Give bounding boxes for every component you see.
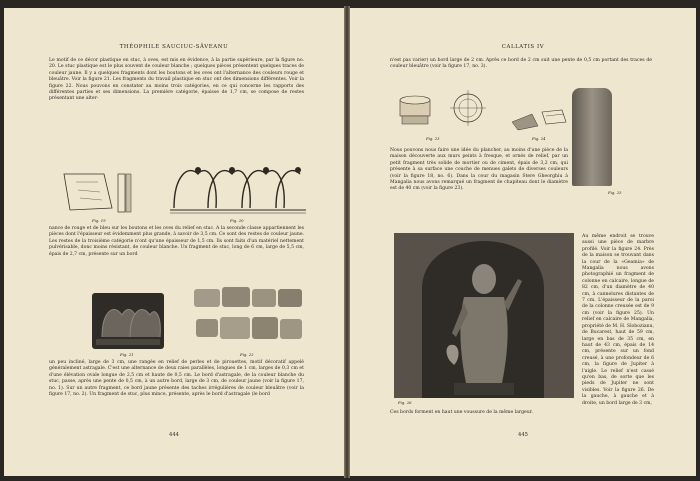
fig19-caption: Fig. 19	[92, 218, 106, 223]
fig20-drawing	[168, 156, 308, 216]
fig24-caption: Fig. 24	[532, 136, 546, 141]
paragraph: un peu incliné, large de 3 cm, une rangée en relief de perles et de pirouettes, motif décoratif appelé généralement astragale. C'est une alternance de deux raies parallèles, longues de 1 cm, larges de 0,3 cm et d'une élévation ovale longue de 2,5 cm et haute de 0,5 cm. Le bord d'astragale, de la couleur blanche du stuc, passe, après une pente de 0,5 cm, à un autre bord, large de 3 cm, de couleur jaune (voir la figure 17, no. 1). Sur un autre fragment, ce bord jaune présente des taches irrégulières de couleur bleuâtre (voir la figure 17, no. 2). Un fragment de stuc, plus mince, présente, après le bord d'astragale (le bord	[49, 360, 304, 398]
fig24-drawing	[508, 104, 570, 134]
paragraph: nance de rouge et de bleu sur les boutons et les oves du relief en stuc. A la seconde classe appartiennent les pièces dont l'épaisseur est évidemment plus grande, à savoir de 3,5 cm. Ce sont des restes de couleur jaune. Les restes de la troisième catégorie n'ont qu'une épaisseur de 1,5 cm. Ils sont faits d'un matériel nettement pulvérisable, donc moins résistant, de couleur blanche. Un fragment de stuc, long de 6 cm, large de 5,5 cm, épais de 2,7 cm, présente sur un bord	[49, 226, 304, 257]
left-text-bottom	[49, 360, 304, 398]
right-text-bottom	[390, 410, 652, 416]
left-text-top	[49, 58, 304, 103]
paragraph: Nous pouvons nous faire une idée du plancher, au moins d'une pièce de la maison découverte aux murs peints à fresque, et ornés de relief, par un petit fragment très solide de mortier ou de ciment, épais de 3,2 cm, qui présente à sa surface une couche de menues galets de diverses couleurs (voir la figure 18, no. 6). Dans la cour du magasin Stere Gheorghiu à Mangalia nous avons remarqué un fragment de chapiteau dont le diamètre est de 40 cm (voir la figure 23).	[390, 148, 568, 192]
fig19-drawing	[60, 168, 140, 216]
fig23-caption: Fig. 23	[426, 136, 440, 141]
paragraph: Au même endroit se trouve aussi une pièce de marbre profilé. Voir la figure 24. Près de la maison se trouvant dans la cour de la «Geamia» de Mangalia nous avons photographié un fragment de colonne en calcaire, longue de 82 cm, d'un diamètre de 40 cm, à cannelures distantes de 7 cm. L'épaisseur de la paroi de la colonne creusée est de 9 cm (voir la figure 25). Un relief en calcaire de Mangalia, propriété de M. H. Slobozianu, de Bucarest, haut de 59 cm, large en bas de 35 cm, en haut de 43 cm, épais de 14 cm, présente sur un fond creusé, à une profondeur de 6 cm, la figure de Jupiter à l'aigle. Le relief n'est cassé qu'en bas, de sorte que les pieds de Jupiter ne sont visibles. Voir la figure 26. De la gauche, à gauche et à droite, un bord large de 3 cm,	[582, 234, 655, 406]
left-text-mid	[49, 226, 304, 258]
left-page	[4, 8, 344, 476]
paragraph: n'est pas varier) un bord large de 2 cm. Après ce bord de 2 cm suit une pente de 0,5 cm portant des traces de couleur bleuâtre (voir la figure 17, no. 3).	[390, 58, 652, 70]
left-running-header: THÉOPHILE SAUCIUC-SĂVEANU	[119, 44, 229, 50]
fig22-photo	[188, 283, 308, 349]
right-text-col	[390, 148, 568, 193]
fig21-caption: Fig. 21	[120, 352, 134, 357]
right-page	[350, 8, 696, 476]
right-running-header: CALLATIS IV	[501, 44, 545, 50]
right-page-number: 445	[518, 432, 528, 438]
fig23-drawing	[394, 88, 502, 132]
paragraph: Ces bords forment en haut une voussure de la même largeur.	[390, 410, 533, 415]
fig25-caption: Fig. 25	[608, 190, 622, 195]
right-text-top	[390, 58, 652, 71]
fig21-photo	[92, 293, 164, 349]
left-page-number: 444	[169, 432, 179, 438]
fig22-caption: Fig. 22	[240, 352, 254, 357]
fig25-photo	[572, 88, 612, 186]
paragraph: Le motif de ce décor plastique en stuc, à oves, est mis en évidence, à la partie supérieure, par la figure no. 20. Le stuc plastique est le plus souvent de couleur blanche ; quelques pièces présentent quelques traces de couleur jaune. Il y a quelques fragments dont les boutons et les oves ont l'alternance des couleurs rouge et bleuâtre. Voir la figure 21. Les fragments du travail plastique en stuc ont des dimensions différentes. Voir la figure 22. Nous pouvons en constater au moins trois catégories, en ce qui concerne les rapports des différentes parties et ses dimensions. La première catégorie, épaisse de 1,7 cm, se compose de restes présentant une alter-	[49, 58, 304, 102]
right-text-side	[582, 234, 654, 407]
fig26-caption: Fig. 26	[398, 400, 412, 405]
fig20-caption: Fig. 20	[230, 218, 244, 223]
fig26-photo	[394, 233, 574, 398]
